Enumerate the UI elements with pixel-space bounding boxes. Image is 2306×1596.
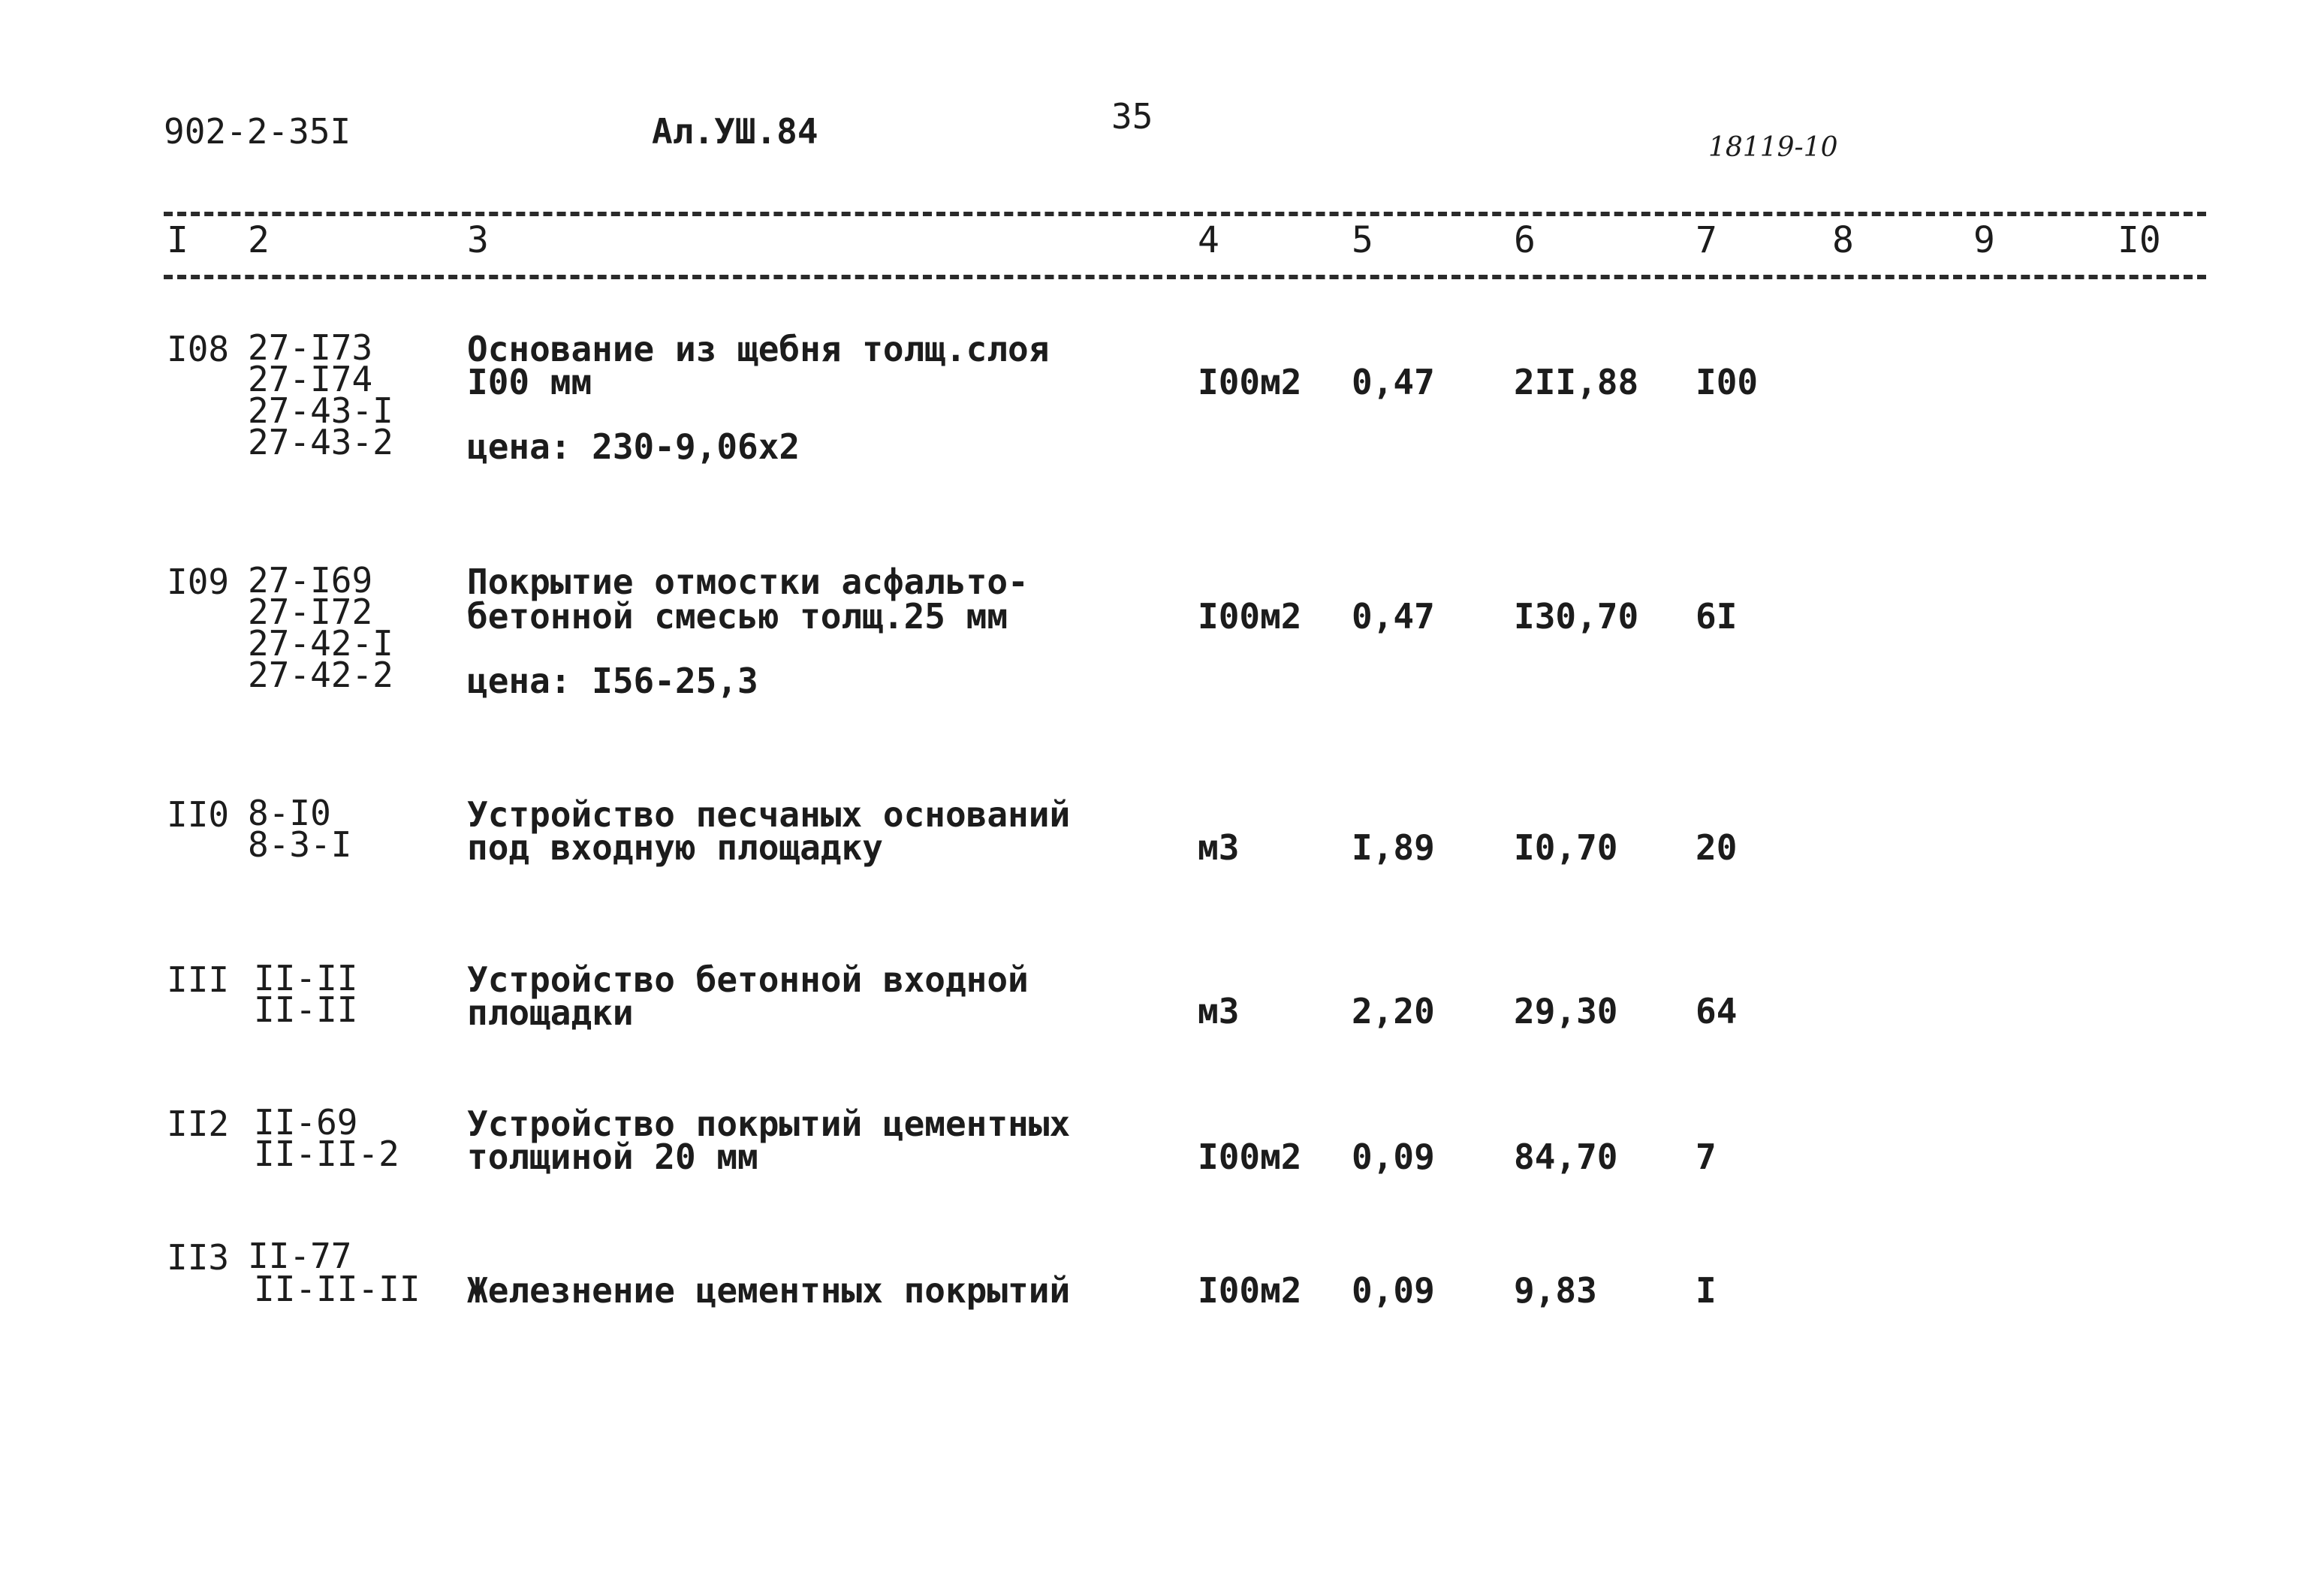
work-description: I00 мм <box>467 362 592 402</box>
quantity: 2,20 <box>1352 991 1435 1031</box>
row-number: II2 <box>167 1104 230 1144</box>
total: I <box>1696 1270 1717 1311</box>
norm-code: 27-43-I <box>248 390 393 431</box>
norm-code: II-77 <box>248 1236 352 1276</box>
row-number: I08 <box>167 329 230 369</box>
work-description: Покрытие отмостки асфальто- <box>467 562 1029 602</box>
norm-code: II-II-II <box>254 1269 421 1309</box>
row-number: I09 <box>167 562 230 602</box>
norm-code: 27-I69 <box>248 560 373 601</box>
norm-code: 27-I72 <box>248 592 373 632</box>
unit: I00м2 <box>1198 362 1302 402</box>
work-description: бетонной смесью толщ.25 мм <box>467 596 1008 637</box>
total: I00 <box>1696 362 1759 402</box>
unit-price: 29,30 <box>1514 991 1618 1031</box>
norm-code: II-II <box>254 989 358 1030</box>
total: 6I <box>1696 596 1738 637</box>
column-header-8: 8 <box>1832 219 1854 261</box>
norm-code: 27-43-2 <box>248 422 393 462</box>
column-header-6: 6 <box>1514 219 1536 261</box>
column-header-7: 7 <box>1696 219 1717 261</box>
price-note: цена: 230-9,06х2 <box>467 426 800 467</box>
unit: м3 <box>1198 827 1240 868</box>
unit: I00м2 <box>1198 596 1302 637</box>
work-description: толщиной 20 мм <box>467 1137 758 1177</box>
work-description: Железнение цементных покрытий <box>467 1270 1071 1311</box>
row-number: II3 <box>167 1237 230 1278</box>
unit: м3 <box>1198 991 1240 1031</box>
work-description: под входную площадку <box>467 827 883 868</box>
norm-code: II-69 <box>254 1102 358 1143</box>
header-rule-bottom <box>164 275 2206 279</box>
work-description: Устройство песчаных оснований <box>467 794 1071 835</box>
unit-price: I0,70 <box>1514 827 1618 868</box>
column-header-5: 5 <box>1352 219 1373 261</box>
work-description: Основание из щебня толщ.слоя <box>467 329 1050 369</box>
header-rule-top <box>164 212 2206 216</box>
norm-code: II-II-2 <box>254 1134 399 1174</box>
column-header-3: 3 <box>467 219 489 261</box>
column-header-10: I0 <box>2118 219 2161 261</box>
column-header-2: 2 <box>248 219 270 261</box>
norm-code: 27-42-I <box>248 623 393 664</box>
unit: I00м2 <box>1198 1270 1302 1311</box>
unit-price: 9,83 <box>1514 1270 1597 1311</box>
quantity: 0,09 <box>1352 1270 1435 1311</box>
quantity: I,89 <box>1352 827 1435 868</box>
unit-price: 2II,88 <box>1514 362 1639 402</box>
row-number: II0 <box>167 794 230 835</box>
price-note: цена: I56-25,3 <box>467 661 758 701</box>
norm-code: II-II <box>254 958 358 998</box>
norm-code: 27-I74 <box>248 359 373 399</box>
norm-code: 27-I73 <box>248 327 373 368</box>
handwritten-note: 18119-10 <box>1708 132 1838 163</box>
unit-price: 84,70 <box>1514 1137 1618 1177</box>
norm-code: 8-3-I <box>248 824 352 865</box>
work-description: площадки <box>467 992 634 1033</box>
unit: I00м2 <box>1198 1137 1302 1177</box>
document-code: 902-2-35I <box>164 111 351 152</box>
column-header-4: 4 <box>1198 219 1219 261</box>
norm-code: 27-42-2 <box>248 655 393 695</box>
work-description: Устройство бетонной входной <box>467 959 1029 1000</box>
album-reference: Ал.УШ.84 <box>652 111 818 152</box>
quantity: 0,47 <box>1352 362 1435 402</box>
work-description: Устройство покрытий цементных <box>467 1104 1071 1144</box>
column-header-9: 9 <box>1973 219 1995 261</box>
row-number: III <box>167 959 230 1000</box>
unit-price: I30,70 <box>1514 596 1639 637</box>
total: 64 <box>1696 991 1738 1031</box>
page-number: 35 <box>1111 96 1153 137</box>
total: 7 <box>1696 1137 1717 1177</box>
column-header-1: I <box>167 219 188 261</box>
norm-code: 8-I0 <box>248 793 331 833</box>
quantity: 0,09 <box>1352 1137 1435 1177</box>
quantity: 0,47 <box>1352 596 1435 637</box>
total: 20 <box>1696 827 1738 868</box>
